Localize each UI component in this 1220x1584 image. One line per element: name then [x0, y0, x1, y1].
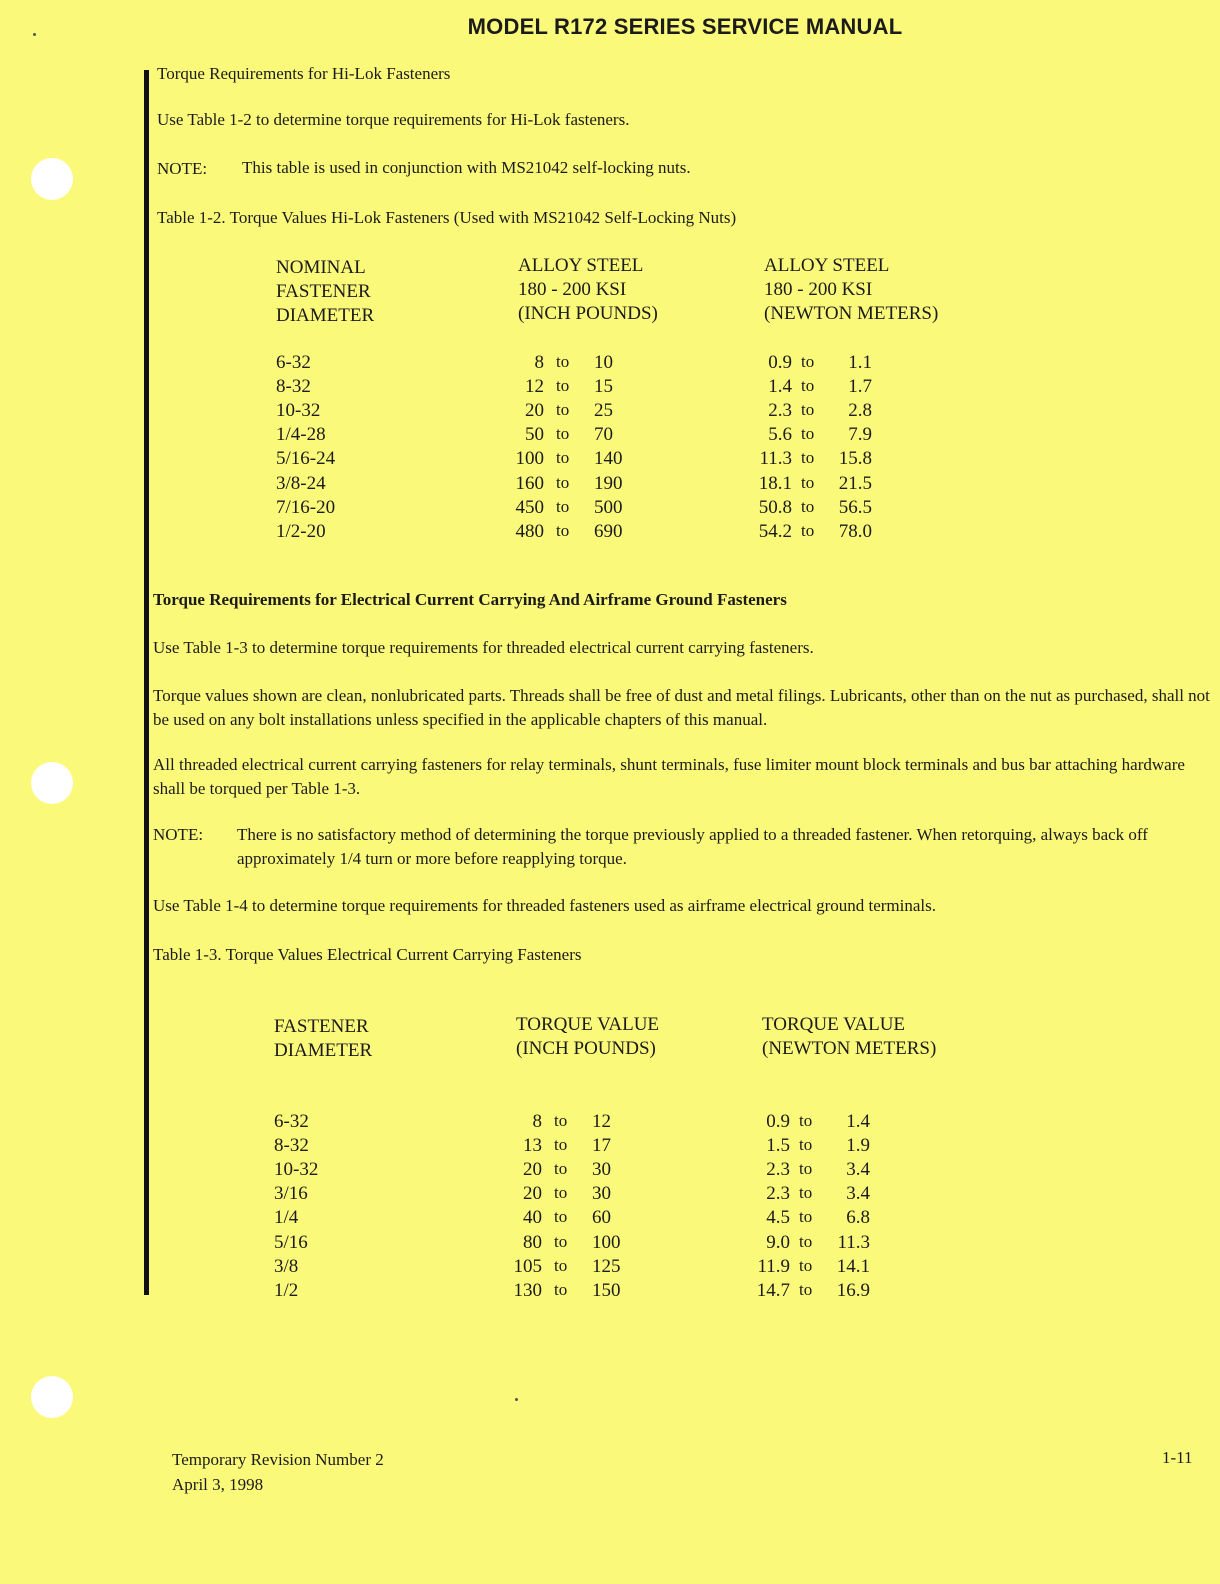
newton-meters-min-cell: 1.4	[768, 376, 792, 398]
table-row	[274, 1111, 994, 1135]
newton-meters-max-cell: 14.1	[836, 1255, 870, 1277]
inch-pounds-min-cell: 13	[523, 1135, 542, 1157]
section1-note-label: NOTE:	[157, 159, 208, 178]
range-to-label: to	[801, 352, 815, 371]
newton-meters-max-cell: 7.9	[848, 424, 872, 446]
newton-meters-max-cell: 15.8	[838, 448, 872, 470]
range-to-label: to	[554, 1207, 568, 1227]
table2-electrical-torque	[274, 1013, 994, 1313]
table-row	[274, 1280, 994, 1304]
inch-pounds-min-cell: 8	[532, 1111, 542, 1132]
newton-meters-min-cell: 2.3	[768, 400, 792, 422]
diameter-cell: 1/4	[274, 1207, 299, 1229]
scan-speck	[33, 33, 36, 36]
diameter-cell: 6-32	[276, 352, 311, 373]
range-to-label: to	[554, 1231, 568, 1251]
newton-meters-max-cell: 1.1	[848, 352, 872, 373]
range-to-label: to	[556, 520, 570, 540]
range-to-label: to	[801, 496, 815, 516]
range-to-label: to	[556, 496, 570, 516]
newton-meters-min-cell: 18.1	[758, 472, 792, 494]
table-row	[276, 521, 996, 545]
newton-meters-min-cell: 0.9	[766, 1111, 790, 1132]
inch-pounds-min-cell: 8	[534, 352, 544, 373]
inch-pounds-max-cell: 140	[594, 448, 623, 470]
inch-pounds-min-cell: 40	[523, 1207, 542, 1229]
section2-paragraph-4: Use Table 1-4 to determine torque requirements for threaded fasteners used as airframe electrical ground terminals.	[153, 896, 937, 915]
range-to-label: to	[556, 448, 570, 468]
table2-col-diameter: FASTENER DIAMETER	[274, 1016, 373, 1061]
newton-meters-max-cell: 1.4	[846, 1111, 870, 1132]
diameter-cell: 5/16	[274, 1231, 308, 1253]
range-to-label: to	[799, 1111, 813, 1130]
newton-meters-min-cell: 4.5	[766, 1207, 790, 1229]
range-to-label: to	[799, 1207, 813, 1227]
footer-revision: Temporary Revision Number 2	[172, 1450, 384, 1469]
diameter-cell: 8-32	[276, 376, 311, 398]
table-row	[274, 1183, 994, 1207]
inch-pounds-max-cell: 125	[592, 1255, 621, 1277]
newton-meters-min-cell: 11.3	[759, 448, 792, 470]
binder-hole-middle	[31, 762, 73, 804]
newton-meters-max-cell: 21.5	[838, 472, 872, 494]
inch-pounds-max-cell: 12	[592, 1111, 611, 1132]
newton-meters-max-cell: 1.9	[846, 1135, 870, 1157]
inch-pounds-min-cell: 100	[515, 448, 544, 470]
diameter-cell: 6-32	[274, 1111, 309, 1132]
range-to-label: to	[801, 520, 815, 540]
range-to-label: to	[799, 1135, 813, 1155]
inch-pounds-max-cell: 60	[592, 1207, 611, 1229]
inch-pounds-min-cell: 480	[515, 520, 544, 542]
table-row	[276, 424, 996, 448]
diameter-cell: 1/4-28	[276, 424, 326, 446]
newton-meters-min-cell: 9.0	[766, 1231, 790, 1253]
table1-col-inch-pounds: ALLOY STEEL 180 - 200 KSI (INCH POUNDS)	[518, 255, 658, 324]
section2-paragraph-1: Use Table 1-3 to determine torque requirements for threaded electrical current carrying fasteners.	[153, 638, 814, 657]
inch-pounds-max-cell: 25	[594, 400, 613, 422]
table-row	[276, 376, 996, 400]
newton-meters-min-cell: 5.6	[768, 424, 792, 446]
table-row	[274, 1256, 994, 1280]
diameter-cell: 8-32	[274, 1135, 309, 1157]
newton-meters-min-cell: 11.9	[757, 1255, 790, 1277]
revision-change-bar	[144, 70, 149, 1295]
inch-pounds-max-cell: 17	[592, 1135, 611, 1157]
diameter-cell: 7/16-20	[276, 496, 336, 518]
newton-meters-max-cell: 3.4	[846, 1159, 870, 1181]
section2-note-label: NOTE:	[153, 825, 204, 844]
table-row	[276, 400, 996, 424]
diameter-cell: 10-32	[274, 1159, 319, 1181]
table-row	[276, 352, 996, 376]
newton-meters-max-cell: 6.8	[846, 1207, 870, 1229]
table2-caption: Table 1-3. Torque Values Electrical Current Carrying Fasteners	[153, 945, 582, 964]
newton-meters-max-cell: 56.5	[838, 496, 872, 518]
table-row	[274, 1135, 994, 1159]
range-to-label: to	[554, 1159, 568, 1179]
table-row	[274, 1207, 994, 1231]
section2-paragraph-3: All threaded electrical current carrying fasteners for relay terminals, shunt terminals, fuse limiter mount block terminals and bus bar attaching hardware shall be torqued per Table 1-3.	[153, 755, 1185, 798]
range-to-label: to	[801, 424, 815, 444]
inch-pounds-max-cell: 15	[594, 376, 613, 398]
inch-pounds-min-cell: 12	[525, 376, 544, 398]
binder-hole-top	[31, 158, 73, 200]
diameter-cell: 3/8	[274, 1255, 299, 1277]
page-header-title: MODEL R172 SERIES SERVICE MANUAL	[467, 14, 903, 39]
table-row	[274, 1232, 994, 1256]
range-to-label: to	[556, 424, 570, 444]
table-row	[274, 1159, 994, 1183]
range-to-label: to	[799, 1183, 813, 1203]
diameter-cell: 10-32	[276, 400, 321, 422]
newton-meters-max-cell: 78.0	[838, 520, 872, 542]
inch-pounds-min-cell: 20	[523, 1159, 542, 1181]
diameter-cell: 1/2	[274, 1279, 299, 1301]
table2-col-inch-pounds: TORQUE VALUE (INCH POUNDS)	[516, 1014, 660, 1059]
newton-meters-max-cell: 1.7	[848, 376, 872, 398]
range-to-label: to	[554, 1279, 568, 1299]
range-to-label: to	[799, 1255, 813, 1275]
diameter-cell: 5/16-24	[276, 448, 336, 470]
inch-pounds-min-cell: 20	[523, 1183, 542, 1205]
section1-intro: Use Table 1-2 to determine torque requirements for Hi-Lok fasteners.	[157, 110, 630, 129]
table1-caption: Table 1-2. Torque Values Hi-Lok Fasteners (Used with MS21042 Self-Locking Nuts)	[157, 208, 737, 227]
diameter-cell: 3/8-24	[276, 472, 326, 494]
newton-meters-min-cell: 0.9	[768, 352, 792, 373]
newton-meters-min-cell: 1.5	[766, 1135, 790, 1157]
footer-page-number: 1-11	[1162, 1448, 1193, 1467]
range-to-label: to	[799, 1231, 813, 1251]
range-to-label: to	[554, 1135, 568, 1155]
range-to-label: to	[801, 400, 815, 420]
inch-pounds-max-cell: 30	[592, 1183, 611, 1205]
inch-pounds-max-cell: 70	[594, 424, 613, 446]
range-to-label: to	[556, 400, 570, 420]
inch-pounds-max-cell: 500	[594, 496, 623, 518]
table2-col-newton-meters: TORQUE VALUE (NEWTON METERS)	[762, 1014, 937, 1059]
section2-paragraph-2: Torque values shown are clean, nonlubricated parts. Threads shall be free of dust and metal filings. Lubricants, other than on the nut as purchased, shall not be used on any bolt installations unless specified in the applicable chapters of this manual.	[153, 686, 1210, 729]
section2-heading: Torque Requirements for Electrical Current Carrying And Airframe Ground Fasteners	[153, 590, 787, 609]
newton-meters-min-cell: 2.3	[766, 1183, 790, 1205]
inch-pounds-max-cell: 690	[594, 520, 623, 542]
inch-pounds-max-cell: 150	[592, 1279, 621, 1301]
section1-heading: Torque Requirements for Hi-Lok Fasteners	[157, 64, 451, 83]
range-to-label: to	[556, 352, 570, 371]
inch-pounds-min-cell: 450	[515, 496, 544, 518]
footer-date: April 3, 1998	[172, 1475, 264, 1494]
range-to-label: to	[801, 376, 815, 396]
table1-col-newton-meters: ALLOY STEEL 180 - 200 KSI (NEWTON METERS)	[764, 255, 939, 324]
newton-meters-min-cell: 50.8	[758, 496, 792, 518]
newton-meters-min-cell: 14.7	[756, 1279, 790, 1301]
inch-pounds-min-cell: 50	[525, 424, 544, 446]
diameter-cell: 3/16	[274, 1183, 308, 1205]
range-to-label: to	[801, 472, 815, 492]
inch-pounds-min-cell: 80	[523, 1231, 542, 1253]
newton-meters-max-cell: 11.3	[837, 1231, 870, 1253]
range-to-label: to	[556, 472, 570, 492]
inch-pounds-max-cell: 100	[592, 1231, 621, 1253]
table1-col-diameter: NOMINAL FASTENER DIAMETER	[276, 257, 375, 326]
binder-hole-bottom	[31, 1376, 73, 1418]
section2-note-text: There is no satisfactory method of determining the torque previously applied to a threaded fastener. When retorquing, always back off approximately 1/4 turn or more before reapplying torque.	[237, 825, 1148, 868]
newton-meters-min-cell: 2.3	[766, 1159, 790, 1181]
section1-note-text: This table is used in conjunction with MS21042 self-locking nuts.	[242, 158, 691, 177]
newton-meters-max-cell: 3.4	[846, 1183, 870, 1205]
inch-pounds-max-cell: 10	[594, 352, 613, 373]
range-to-label: to	[801, 448, 815, 468]
inch-pounds-min-cell: 20	[525, 400, 544, 422]
range-to-label: to	[799, 1159, 813, 1179]
newton-meters-max-cell: 16.9	[836, 1279, 870, 1301]
table1-hilok-torque	[276, 254, 996, 554]
scan-speck	[515, 1398, 518, 1401]
inch-pounds-max-cell: 190	[594, 472, 623, 494]
table-row	[276, 473, 996, 497]
range-to-label: to	[556, 376, 570, 396]
range-to-label: to	[799, 1279, 813, 1299]
newton-meters-min-cell: 54.2	[758, 520, 792, 542]
table-row	[276, 497, 996, 521]
table-row	[276, 448, 996, 472]
diameter-cell: 1/2-20	[276, 520, 326, 542]
range-to-label: to	[554, 1111, 568, 1130]
inch-pounds-min-cell: 105	[513, 1255, 542, 1277]
inch-pounds-min-cell: 160	[515, 472, 544, 494]
inch-pounds-max-cell: 30	[592, 1159, 611, 1181]
newton-meters-max-cell: 2.8	[848, 400, 872, 422]
range-to-label: to	[554, 1255, 568, 1275]
inch-pounds-min-cell: 130	[513, 1279, 542, 1301]
range-to-label: to	[554, 1183, 568, 1203]
